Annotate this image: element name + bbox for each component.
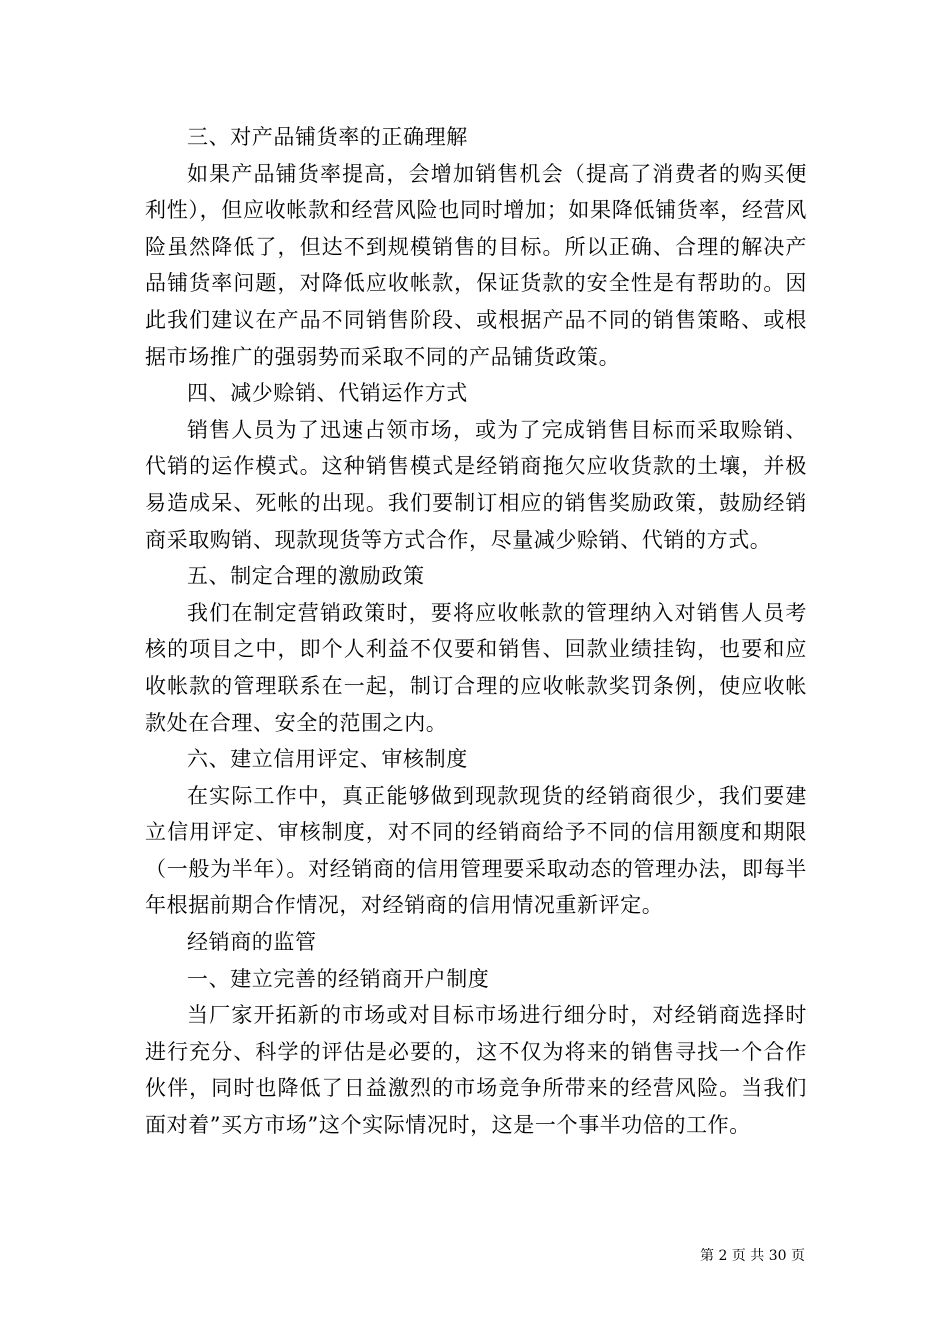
- body-paragraph: 当厂家开拓新的市场或对目标市场进行细分时，对经销商选择时进行充分、科学的评估是必要的，这不仅为将来的销售寻找一个合作伙伴，同时也降低了日益激烈的市场竞争所带来的经营风险。当我们面对着”买方市场”这个实际情况时，这是一个事半功倍的工作。: [145, 1003, 807, 1138]
- section-heading: 四、减少赊销、代销运作方式: [187, 381, 468, 406]
- section-heading: 一、建立完善的经销商开户制度: [187, 966, 490, 991]
- body-paragraph: 在实际工作中，真正能够做到现款现货的经销商很少，我们要建立信用评定、审核制度，对不同的经销商给予不同的信用额度和期限（一般为半年）。对经销商的信用管理要采取动态的管理办法，即每半年根据前期合作情况，对经销商的信用情况重新评定。: [145, 783, 807, 918]
- section-heading: 五、制定合理的激励政策: [187, 564, 425, 589]
- body-paragraph: 销售人员为了迅速占领市场，或为了完成销售目标而采取赊销、代销的运作模式。这种销售模式是经销商拖欠应收货款的土壤，并极易造成呆、死帐的出现。我们要制订相应的销售奖励政策，鼓励经销商采取购销、现款现货等方式合作，尽量减少赊销、代销的方式。: [145, 417, 807, 552]
- body-paragraph: 我们在制定营销政策时，要将应收帐款的管理纳入对销售人员考核的项目之中，即个人利益不仅要和销售、回款业绩挂钩，也要和应收帐款的管理联系在一起，制订合理的应收帐款奖罚条例，使应收帐款处在合理、安全的范围之内。: [145, 600, 807, 735]
- document-body: [145, 119, 807, 1144]
- section-heading: 六、建立信用评定、审核制度: [187, 747, 468, 772]
- page-number: 第 2 页 共 30 页: [700, 1248, 805, 1264]
- chapter-heading: 经销商的监管: [187, 930, 317, 955]
- body-paragraph: 如果产品铺货率提高，会增加销售机会（提高了消费者的购买便利性），但应收帐款和经营风险也同时增加；如果降低铺货率，经营风险虽然降低了，但达不到规模销售的目标。所以正确、合理的解决产品铺货率问题，对降低应收帐款，保证货款的安全性是有帮助的。因此我们建议在产品不同销售阶段、或根据产品不同的销售策略、或根据市场推广的强弱势而采取不同的产品铺货政策。: [145, 161, 807, 369]
- section-heading: 三、对产品铺货率的正确理解: [187, 125, 468, 149]
